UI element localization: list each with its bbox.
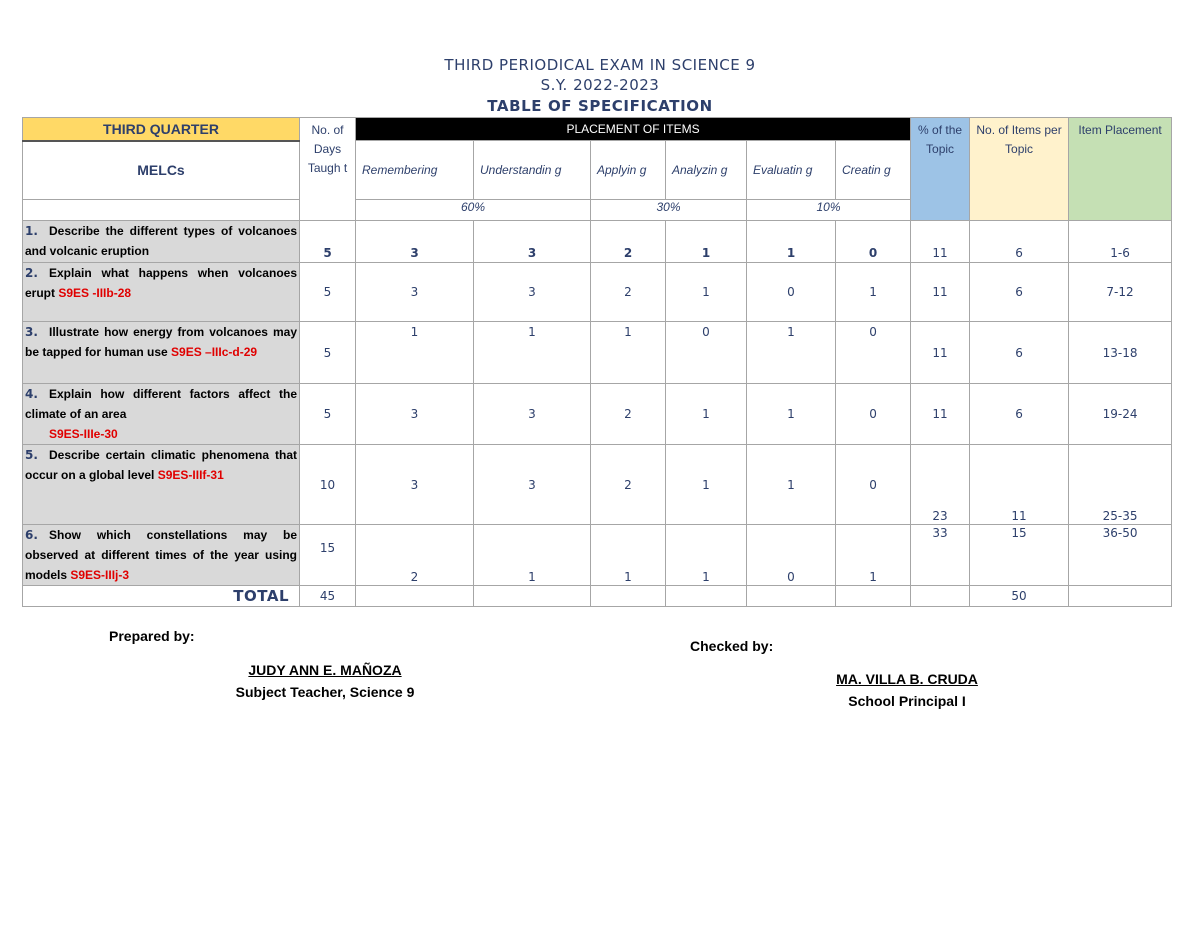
- melc-text: Describe the different types of volcanoes and volcanic eruption: [25, 224, 297, 258]
- percent-value: 11: [911, 221, 970, 263]
- blank-cell: [836, 586, 911, 607]
- level-analyzing: Analyzin g: [666, 141, 747, 200]
- understanding-value: 3: [474, 384, 591, 445]
- evaluating-value: 1: [747, 221, 836, 263]
- melc-text: Illustrate how energy from volcanoes may be tapped for human use: [25, 325, 297, 359]
- creating-value: 1: [836, 263, 911, 322]
- melc-number: 5.: [25, 448, 38, 462]
- school-year: S.Y. 2022-2023: [540, 76, 660, 94]
- days-value: 5: [300, 263, 356, 322]
- melc-text: Explain how different factors affect the climate of an area: [25, 387, 297, 421]
- days-value: 5: [300, 384, 356, 445]
- creating-value: 0: [836, 384, 911, 445]
- placement-value: 25-35: [1069, 445, 1172, 525]
- items-value: 11: [970, 445, 1069, 525]
- percent-value: 33: [911, 525, 970, 586]
- analyzing-value: 1: [666, 384, 747, 445]
- understanding-value: 3: [474, 263, 591, 322]
- table-row: [23, 263, 1172, 322]
- melc-number: 1.: [25, 224, 38, 238]
- melc-cell: [23, 322, 300, 384]
- items-value: 6: [970, 322, 1069, 384]
- total-days: 45: [300, 586, 356, 607]
- melc-text: Describe certain climatic phenomena that occur on a global level: [25, 448, 297, 482]
- placement-value: 13-18: [1069, 322, 1172, 384]
- items-value: 15: [970, 525, 1069, 586]
- melc-number: 2.: [25, 266, 38, 280]
- understanding-value: 3: [474, 221, 591, 263]
- item-placement-header: Item Placement: [1069, 118, 1172, 221]
- applying-value: 2: [591, 263, 666, 322]
- remembering-value: 1: [356, 322, 474, 384]
- checked-by-name: MA. VILLA B. CRUDA: [836, 671, 978, 687]
- percent-easy: 60%: [356, 200, 591, 221]
- days-value: 5: [300, 221, 356, 263]
- melc-cell: [23, 525, 300, 586]
- days-value: 5: [300, 322, 356, 384]
- analyzing-value: 1: [666, 445, 747, 525]
- checked-by-label: Checked by:: [690, 638, 774, 654]
- blank-cell: [1069, 586, 1172, 607]
- specification-table: [22, 117, 1172, 607]
- prepared-by-name: JUDY ANN E. MAÑOZA: [248, 662, 402, 678]
- understanding-value: 1: [474, 525, 591, 586]
- evaluating-value: 1: [747, 445, 836, 525]
- level-remembering: Remembering: [356, 141, 474, 200]
- melc-number: 4.: [25, 387, 38, 401]
- evaluating-value: 0: [747, 525, 836, 586]
- document-title: TABLE OF SPECIFICATION: [487, 97, 713, 115]
- percent-value: 23: [911, 445, 970, 525]
- creating-value: 0: [836, 221, 911, 263]
- melc-cell: [23, 445, 300, 525]
- days-value: 10: [300, 445, 356, 525]
- prepared-by-title: Subject Teacher, Science 9: [235, 684, 415, 700]
- blank-cell: [666, 586, 747, 607]
- days-value: 15: [300, 525, 356, 586]
- placement-value: 36-50: [1069, 525, 1172, 586]
- total-row: [23, 586, 1172, 607]
- items-value: 6: [970, 263, 1069, 322]
- analyzing-value: 1: [666, 263, 747, 322]
- melc-code: S9ES -IIIb-28: [58, 286, 132, 300]
- table-row: [23, 322, 1172, 384]
- placement-of-items-header: PLACEMENT OF ITEMS: [356, 118, 911, 141]
- understanding-value: 3: [474, 445, 591, 525]
- total-items: 50: [970, 586, 1069, 607]
- items-value: 6: [970, 384, 1069, 445]
- blank-cell: [591, 586, 666, 607]
- creating-value: 1: [836, 525, 911, 586]
- checked-by-title: School Principal I: [848, 693, 966, 709]
- remembering-value: 3: [356, 221, 474, 263]
- analyzing-value: 0: [666, 322, 747, 384]
- days-header: No. of Days Taugh t: [300, 118, 356, 221]
- table-row: [23, 525, 1172, 586]
- applying-value: 1: [591, 322, 666, 384]
- evaluating-value: 1: [747, 322, 836, 384]
- melc-code: S9ES-IIIf-31: [157, 468, 224, 482]
- level-creating: Creatin g: [836, 141, 911, 200]
- percent-topic-header: % of the Topic: [911, 118, 970, 221]
- melc-cell: [23, 221, 300, 263]
- analyzing-value: 1: [666, 221, 747, 263]
- level-evaluating: Evaluatin g: [747, 141, 836, 200]
- applying-value: 2: [591, 221, 666, 263]
- percent-average: 30%: [591, 200, 747, 221]
- blank-cell: [747, 586, 836, 607]
- percent-value: 11: [911, 322, 970, 384]
- table-row: [23, 221, 1172, 263]
- placement-value: 1-6: [1069, 221, 1172, 263]
- percent-difficult: 10%: [747, 200, 911, 221]
- melc-code: S9ES-IIIj-3: [70, 568, 130, 582]
- prepared-by-label: Prepared by:: [109, 628, 195, 644]
- level-understanding: Understandin g: [474, 141, 591, 200]
- applying-value: 2: [591, 384, 666, 445]
- blank-cell: [474, 586, 591, 607]
- remembering-value: 3: [356, 384, 474, 445]
- exam-title: THIRD PERIODICAL EXAM IN SCIENCE 9: [444, 56, 756, 74]
- melcs-header-blank: [23, 200, 300, 221]
- quarter-header: THIRD QUARTER: [23, 118, 300, 141]
- melc-code: S9ES-IIIe-30: [49, 427, 118, 441]
- creating-value: 0: [836, 445, 911, 525]
- melc-text: Explain what happens when volcanoes erupt: [25, 266, 297, 300]
- remembering-value: 2: [356, 525, 474, 586]
- remembering-value: 3: [356, 445, 474, 525]
- remembering-value: 3: [356, 263, 474, 322]
- percent-value: 11: [911, 384, 970, 445]
- items-value: 6: [970, 221, 1069, 263]
- percent-value: 11: [911, 263, 970, 322]
- creating-value: 0: [836, 322, 911, 384]
- applying-value: 1: [591, 525, 666, 586]
- melc-code: S9ES –IIIc-d-29: [171, 345, 258, 359]
- applying-value: 2: [591, 445, 666, 525]
- analyzing-value: 1: [666, 525, 747, 586]
- understanding-value: 1: [474, 322, 591, 384]
- table-row: [23, 445, 1172, 525]
- blank-cell: [356, 586, 474, 607]
- items-per-topic-header: No. of Items per Topic: [970, 118, 1069, 221]
- melc-number: 3.: [25, 325, 38, 339]
- melc-number: 6.: [25, 528, 38, 542]
- evaluating-value: 0: [747, 263, 836, 322]
- placement-value: 19-24: [1069, 384, 1172, 445]
- melc-cell: [23, 263, 300, 322]
- level-applying: Applyin g: [591, 141, 666, 200]
- melc-text: Show which constellations may be observed at different times of the year using models: [25, 528, 297, 582]
- total-label: TOTAL: [23, 586, 300, 607]
- table-row: [23, 384, 1172, 445]
- blank-cell: [911, 586, 970, 607]
- melcs-header: MELCs: [23, 141, 300, 200]
- placement-value: 7-12: [1069, 263, 1172, 322]
- evaluating-value: 1: [747, 384, 836, 445]
- melc-cell: [23, 384, 300, 445]
